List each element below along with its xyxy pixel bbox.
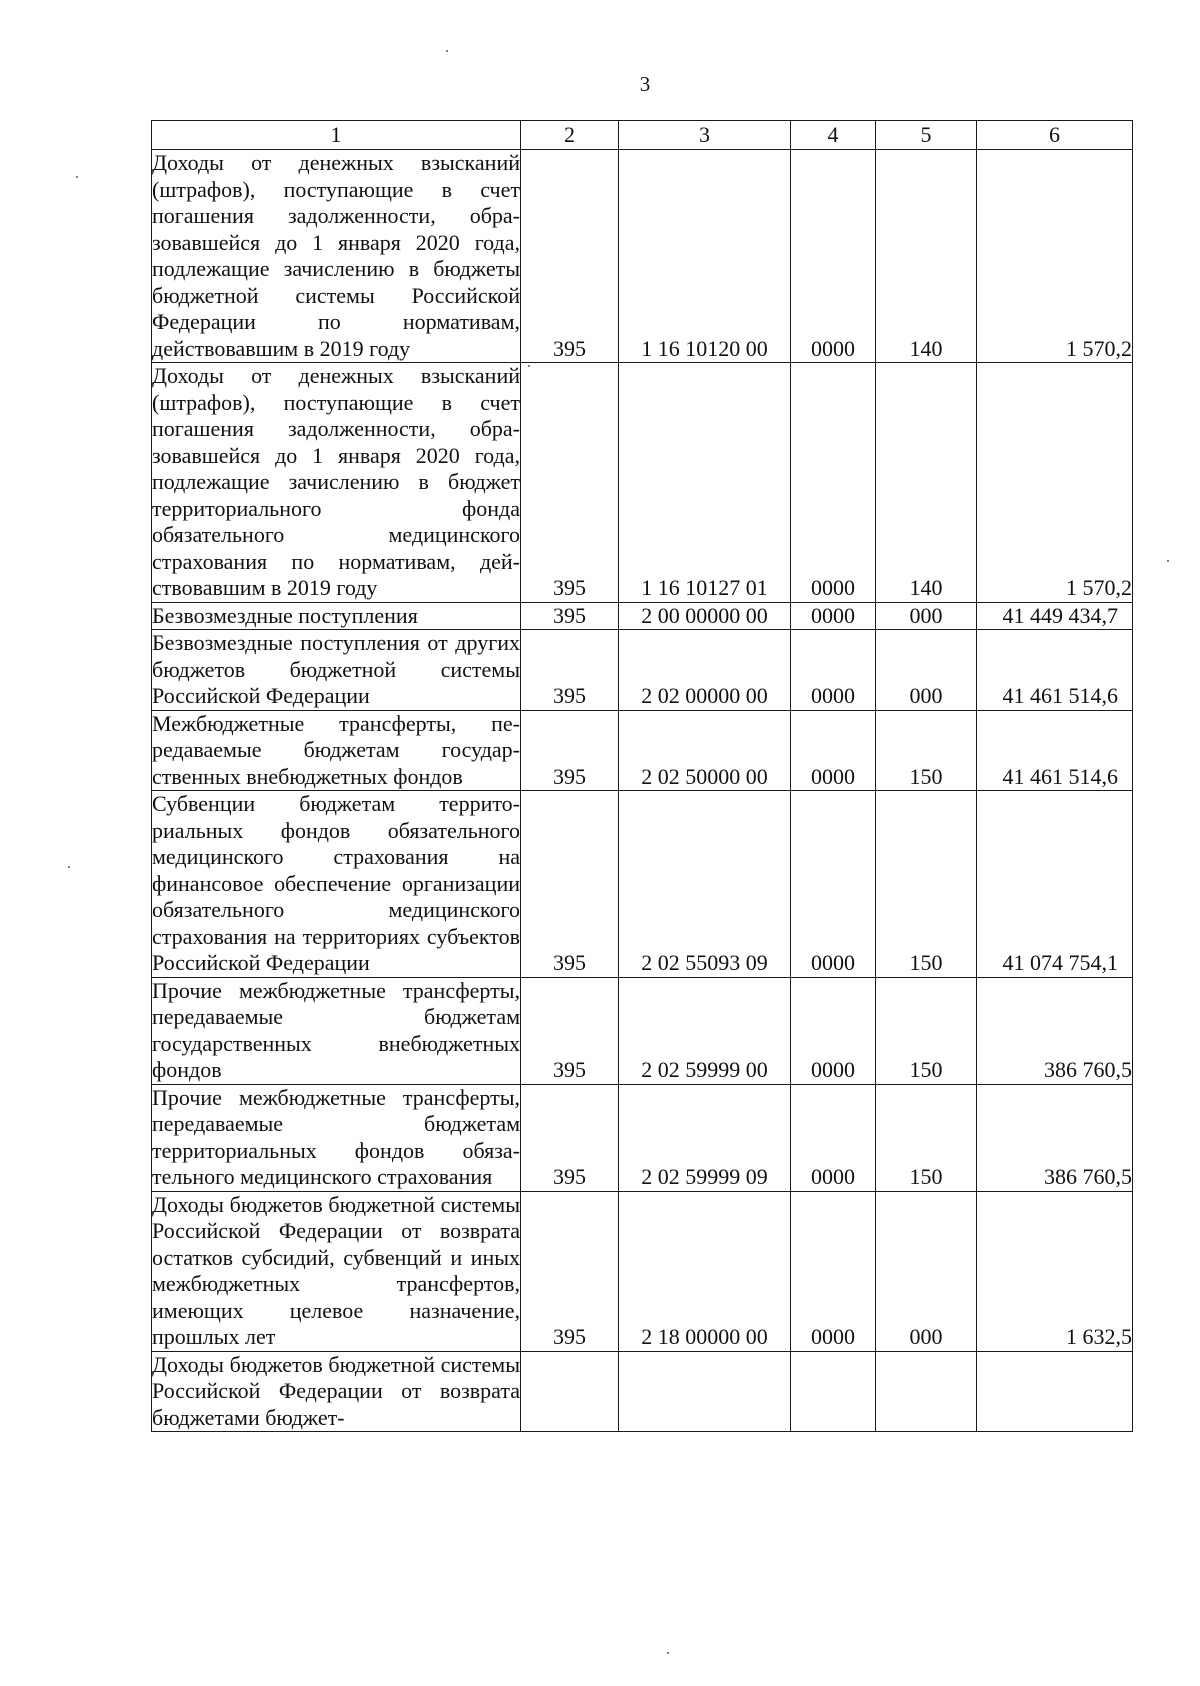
row-description: Межбюджетные трансферты, передаваемые бюджетам государственных внебюджетных фондов bbox=[152, 710, 520, 789]
table-row bbox=[152, 1084, 1133, 1191]
amount: 1 632,5 bbox=[977, 1191, 1133, 1351]
admin-code: 395 bbox=[521, 363, 619, 603]
class-code: 150 bbox=[876, 977, 977, 1084]
revenue-code: 2 02 55093 09 bbox=[619, 791, 791, 978]
scan-speck bbox=[68, 866, 70, 868]
revenue-code: 2 02 00000 00 bbox=[619, 630, 791, 711]
class-code: 000 bbox=[876, 602, 977, 630]
class-code bbox=[876, 1351, 977, 1432]
amount: 1 570,2 bbox=[977, 150, 1133, 363]
revenue-code: 2 02 59999 00 bbox=[619, 977, 791, 1084]
revenue-code: 1 16 10127 01 bbox=[619, 363, 791, 603]
admin-code: 395 bbox=[521, 630, 619, 711]
class-code: 140 bbox=[876, 150, 977, 363]
program-code: 0000 bbox=[791, 150, 876, 363]
revenue-code bbox=[619, 1351, 791, 1432]
class-code: 150 bbox=[876, 710, 977, 791]
row-description: Субвенции бюджетам территориальных фондов обязательного медицинского страхования на финансовое обеспечение организации обязательного медицинского страхования на территориях субъектов Российской Федерации bbox=[152, 791, 520, 975]
program-code: 0000 bbox=[791, 977, 876, 1084]
revenue-code: 2 00 00000 00 bbox=[619, 602, 791, 630]
row-description: Доходы от денежных взысканий (штрафов), поступающие в счет погашения задолженности, образовавшейся до 1 января 2020 года, подлежащие зачислению в бюджет территориального фонда обязательного медицинского страхования по нормативам, действовавшим в 2019 году bbox=[152, 363, 520, 600]
column-header: 2 bbox=[521, 121, 619, 150]
amount: 1 570,2 bbox=[977, 363, 1133, 603]
row-description: Доходы от денежных взысканий (штрафов), поступающие в счет погашения задолженности, образовавшейся до 1 января 2020 года, подлежащие зачислению в бюджеты бюджетной системы Российской Федерации по нормативам, действовавшим в 2019 году bbox=[152, 150, 520, 361]
revenue-code: 1 16 10120 00 bbox=[619, 150, 791, 363]
class-code: 150 bbox=[876, 791, 977, 978]
admin-code: 395 bbox=[521, 710, 619, 791]
amount bbox=[977, 1351, 1133, 1432]
revenue-code: 2 02 59999 09 bbox=[619, 1084, 791, 1191]
admin-code bbox=[521, 1351, 619, 1432]
row-description: Безвозмездные поступления bbox=[152, 602, 521, 630]
table-row bbox=[152, 1351, 1133, 1432]
revenue-table bbox=[151, 120, 1133, 1432]
table-row bbox=[152, 977, 1133, 1084]
class-code: 000 bbox=[876, 1191, 977, 1351]
program-code: 0000 bbox=[791, 1084, 876, 1191]
admin-code: 395 bbox=[521, 1191, 619, 1351]
row-description: Прочие межбюджетные трансферты, передаваемые бюджетам государственных внебюджетных фондов bbox=[152, 977, 520, 1082]
table-row bbox=[152, 710, 1133, 791]
program-code: 0000 bbox=[791, 630, 876, 711]
column-header: 5 bbox=[876, 121, 977, 150]
amount: 41 074 754,1 bbox=[977, 791, 1133, 978]
table-header-row bbox=[152, 121, 1133, 150]
program-code: 0000 bbox=[791, 791, 876, 978]
revenue-code: 2 18 00000 00 bbox=[619, 1191, 791, 1351]
column-header: 1 bbox=[152, 121, 521, 150]
amount: 41 449 434,7 bbox=[977, 602, 1133, 630]
program-code: 0000 bbox=[791, 1191, 876, 1351]
class-code: 000 bbox=[876, 630, 977, 711]
table-row bbox=[152, 791, 1133, 978]
scan-speck bbox=[1167, 560, 1169, 562]
admin-code: 395 bbox=[521, 602, 619, 630]
table-row bbox=[152, 150, 1133, 363]
row-description: Доходы бюджетов бюджетной системы Российской Федерации от возврата бюджетами бюджет- bbox=[152, 1351, 520, 1430]
scan-speck bbox=[76, 176, 78, 178]
program-code: 0000 bbox=[791, 363, 876, 603]
program-code bbox=[791, 1351, 876, 1432]
table-row bbox=[152, 1191, 1133, 1351]
program-code: 0000 bbox=[791, 602, 876, 630]
amount: 386 760,5 bbox=[977, 1084, 1133, 1191]
column-header: 6 bbox=[977, 121, 1133, 150]
row-description: Безвозмездные поступления от других бюджетов бюджетной системы Российской Федерации bbox=[152, 630, 520, 708]
table-row bbox=[152, 630, 1133, 711]
amount: 386 760,5 bbox=[977, 977, 1133, 1084]
revenue-code: 2 02 50000 00 bbox=[619, 710, 791, 791]
scan-speck bbox=[446, 50, 448, 52]
column-header: 3 bbox=[619, 121, 791, 150]
amount: 41 461 514,6 bbox=[977, 630, 1133, 711]
admin-code: 395 bbox=[521, 977, 619, 1084]
page-number: 3 bbox=[639, 72, 651, 96]
column-header: 4 bbox=[791, 121, 876, 150]
scan-speck bbox=[528, 365, 530, 367]
admin-code: 395 bbox=[521, 150, 619, 363]
amount: 41 461 514,6 bbox=[977, 710, 1133, 791]
row-description: Доходы бюджетов бюджетной системы Российской Федерации от возврата остатков субсидий, субвенций и иных межбюджетных трансфертов, имеющих целевое назначение, прошлых лет bbox=[152, 1191, 520, 1349]
admin-code: 395 bbox=[521, 791, 619, 978]
table-row bbox=[152, 363, 1133, 603]
row-description: Прочие межбюджетные трансферты, передаваемые бюджетам территориальных фондов обязательного медицинского страхования bbox=[152, 1084, 520, 1189]
admin-code: 395 bbox=[521, 1084, 619, 1191]
table-row bbox=[152, 602, 1133, 630]
program-code: 0000 bbox=[791, 710, 876, 791]
class-code: 140 bbox=[876, 363, 977, 603]
class-code: 150 bbox=[876, 1084, 977, 1191]
scan-speck bbox=[667, 1652, 669, 1654]
